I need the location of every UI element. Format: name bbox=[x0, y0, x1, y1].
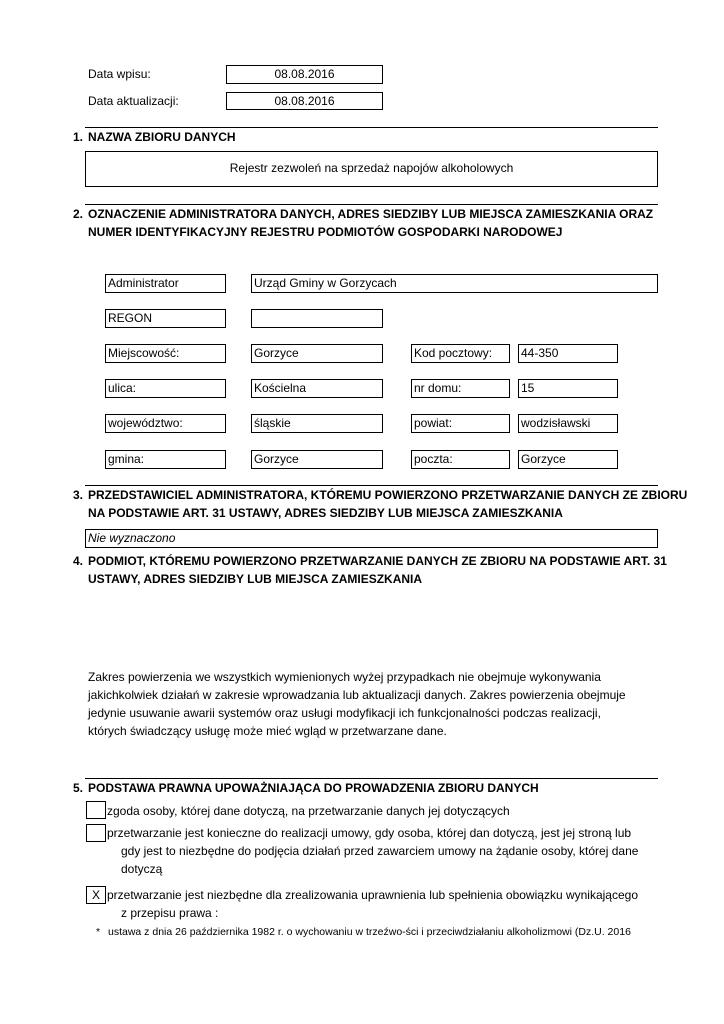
option-line: dotyczą bbox=[121, 862, 163, 876]
date-update-label: Data aktualizacji: bbox=[88, 94, 179, 108]
law-reference bbox=[96, 924, 658, 940]
voivodeship-field[interactable]: śląskie bbox=[251, 414, 383, 433]
street-field[interactable]: Kościelna bbox=[251, 379, 383, 398]
city-field[interactable]: Gorzyce bbox=[251, 344, 383, 363]
section-title-line1: PODMIOT, KTÓREMU POWIERZONO PRZETWARZANIE DANYCH ZE ZBIORU NA PODSTAWIE ART. 31 bbox=[88, 554, 667, 568]
representative-field[interactable]: Nie wyznaczono bbox=[85, 529, 658, 548]
section-number: 4. bbox=[73, 554, 84, 568]
section-3-header bbox=[73, 486, 713, 522]
commune-field[interactable]: Gorzyce bbox=[251, 450, 383, 469]
dataset-name-box[interactable] bbox=[85, 151, 658, 187]
county-label: powiat: bbox=[411, 414, 510, 433]
section-number: 3. bbox=[73, 488, 84, 502]
option-line: przetwarzanie jest niezbędne dla zrealizowania uprawnienia lub spełnienia obowiązku wynikającego bbox=[107, 888, 638, 902]
county-field[interactable]: wodzisławski bbox=[518, 414, 618, 433]
paragraph-line: których świadczący usługę może mieć wgląd w przetwarzane dane. bbox=[88, 724, 447, 738]
option-line: gdy jest to niezbędne do podjęcia działań przed zawarciem umowy na żądanie osoby, której dane bbox=[121, 844, 639, 858]
administrator-field[interactable]: Urząd Gminy w Gorzycach bbox=[251, 274, 658, 293]
section-title: NAZWA ZBIORU DANYCH bbox=[88, 130, 236, 144]
section-title-line1: PRZEDSTAWICIEL ADMINISTRATORA, KTÓREMU POWIERZONO PRZETWARZANIE DANYCH ZE ZBIORU bbox=[88, 488, 688, 502]
section-5-header bbox=[73, 779, 713, 797]
postal-code-field[interactable]: 44-350 bbox=[518, 344, 618, 363]
post-office-label: poczta: bbox=[411, 450, 510, 469]
legal-obligation-checkbox[interactable]: X bbox=[86, 886, 106, 904]
consent-option-text: zgoda osoby, której dane dotyczą, na przetwarzanie danych jej dotyczących bbox=[107, 804, 510, 818]
date-entry-field[interactable]: 08.08.2016 bbox=[226, 65, 383, 84]
regon-label: REGON bbox=[105, 309, 226, 328]
administrator-label: Administrator bbox=[105, 274, 226, 293]
paragraph-line: jedynie usuwanie awarii systemów oraz usługi modyfikacji ich funkcjonalności podczas realizacji, bbox=[88, 706, 601, 720]
section-title: PODSTAWA PRAWNA UPOWAŻNIAJĄCA DO PROWADZENIA ZBIORU DANYCH bbox=[88, 781, 539, 795]
street-label: ulica: bbox=[105, 379, 226, 398]
section-2-header bbox=[73, 205, 713, 241]
city-label: Miejscowość: bbox=[105, 344, 226, 363]
paragraph-line: jakichkolwiek działań w zakresie wprowadzania lub aktualizacji danych. Zakres powierzenia obejmuje bbox=[88, 688, 626, 702]
voivodeship-label: województwo: bbox=[105, 414, 226, 433]
section-title-line1: OZNACZENIE ADMINISTRATORA DANYCH, ADRES SIEDZIBY LUB MIEJSCA ZAMIESZKANIA ORAZ bbox=[88, 207, 654, 221]
date-entry-label: Data wpisu: bbox=[88, 67, 151, 81]
entrustment-scope-text bbox=[88, 668, 668, 740]
section-number: 1. bbox=[73, 130, 84, 144]
section-1-header bbox=[73, 128, 673, 146]
legal-obligation-option-text bbox=[107, 886, 667, 922]
section-4-header bbox=[73, 552, 713, 588]
option-line: przetwarzanie jest konieczne do realizacji umowy, gdy osoba, której dan dotyczą, jest jej stroną lub bbox=[107, 826, 632, 840]
section-title-line2: NUMER IDENTYFIKACYJNY REJESTRU PODMIOTÓW GOSPODARKI NARODOWEJ bbox=[88, 225, 563, 239]
section-title-line2: NA PODSTAWIE ART. 31 USTAWY, ADRES SIEDZIBY LUB MIEJSCA ZAMIESZKANIA bbox=[88, 506, 563, 520]
consent-checkbox[interactable] bbox=[86, 801, 106, 819]
contract-checkbox[interactable] bbox=[86, 824, 106, 842]
section-number: 5. bbox=[73, 781, 84, 795]
commune-label: gmina: bbox=[105, 450, 226, 469]
house-number-label: nr domu: bbox=[411, 379, 510, 398]
bullet-icon: * bbox=[96, 926, 101, 938]
house-number-field[interactable]: 15 bbox=[518, 379, 618, 398]
section-title-line2: USTAWY, ADRES SIEDZIBY LUB MIEJSCA ZAMIESZKANIA bbox=[88, 572, 423, 586]
post-office-field[interactable]: Gorzyce bbox=[518, 450, 618, 469]
postal-code-label: Kod pocztowy: bbox=[411, 344, 510, 363]
regon-field[interactable] bbox=[251, 309, 383, 328]
dataset-name-value: Rejestr zezwoleń na sprzedaż napojów alkoholowych bbox=[229, 161, 514, 175]
option-line: z przepisu prawa : bbox=[121, 906, 219, 920]
section-number: 2. bbox=[73, 207, 84, 221]
contract-option-text bbox=[107, 824, 667, 878]
date-update-field[interactable]: 08.08.2016 bbox=[226, 92, 383, 110]
law-reference-text: ustawa z dnia 26 października 1982 r. o wychowaniu w trzeźwo-ści i przeciwdziałaniu alkoholizmowi (Dz.U. 2016 bbox=[108, 926, 631, 938]
paragraph-line: Zakres powierzenia we wszystkich wymienionych wyżej przypadkach nie obejmuje wykonywania bbox=[88, 670, 601, 684]
